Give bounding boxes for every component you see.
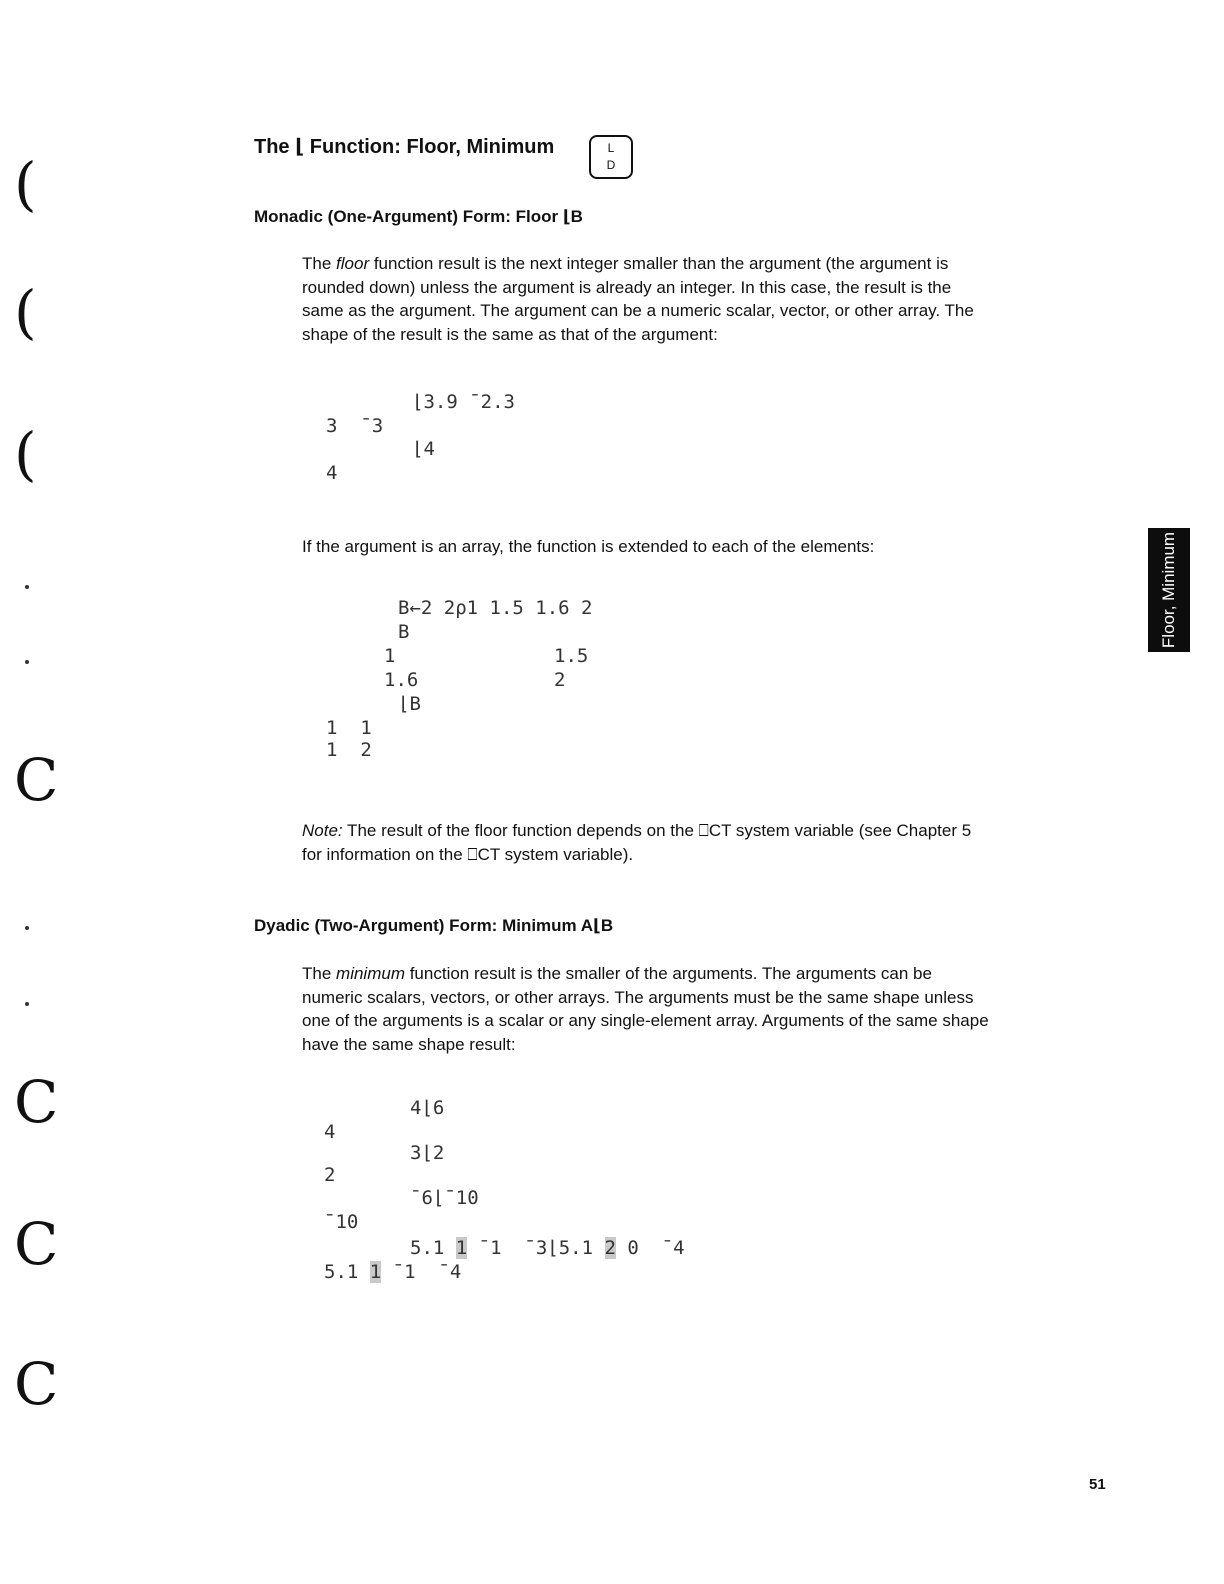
code-result: 4 xyxy=(324,1121,336,1143)
code-line: ⌊4 xyxy=(412,438,435,460)
monadic-heading: Monadic (One-Argument) Form: Floor ⌊B xyxy=(254,207,583,226)
dyadic-heading: Dyadic (Two-Argument) Form: Minimum A⌊B xyxy=(254,916,614,935)
keyboard-key-icon xyxy=(589,135,633,179)
binder-mark: ( xyxy=(14,420,37,488)
page-number: 51 xyxy=(1089,1476,1106,1493)
code-line: 5.1 1 ¯1 ¯3⌊5.1 2 0 ¯4 xyxy=(410,1237,685,1259)
key-bottom-label: D xyxy=(606,158,616,172)
margin-dot xyxy=(25,660,29,664)
code-line: B←2 2⍴1 1.5 1.6 2 xyxy=(398,597,593,619)
code-result: 1.6 xyxy=(384,669,419,691)
code-result: 1 2 xyxy=(326,739,372,761)
code-result: 1 xyxy=(384,645,396,667)
code-line: ¯6⌊¯10 xyxy=(410,1187,479,1209)
binder-mark: C xyxy=(14,1210,59,1278)
code-line: B xyxy=(398,621,410,643)
code-result: ¯10 xyxy=(324,1211,359,1233)
page-title: The ⌊ Function: Floor, Minimum xyxy=(254,136,555,158)
note: Note: The result of the floor function depends on the ⎕CT system variable (see Chapter 5 for information on the ⎕CT system variable). xyxy=(302,821,972,864)
monadic-paragraph: The floor function result is the next integer smaller than the argument (the argument is rounded down) unless the argument is already an integer. In this case, the result is the same as the argument. The argument can be a numeric scalar, vector, or other array. The shape of the result is the same as that of the argument: xyxy=(302,254,974,344)
code-result: 1.5 xyxy=(554,645,589,667)
dyadic-paragraph: The minimum function result is the smaller of the arguments. The arguments can be numeric scalars, vectors, or other arrays. The arguments must be the same shape unless one of the arguments is a scalar or any single-element array. Arguments of the same shape have the same shape result: xyxy=(302,964,989,1054)
section-tab xyxy=(1148,528,1190,652)
array-intro: If the argument is an array, the function is extended to each of the elements: xyxy=(302,537,875,556)
binder-mark: C xyxy=(14,1068,59,1136)
note-label: Note: xyxy=(302,821,343,840)
code-result: 1 1 xyxy=(326,717,372,739)
code-line: 4⌊6 xyxy=(410,1097,445,1119)
binder-mark: ( xyxy=(14,278,37,346)
code-line: ⌊B xyxy=(398,693,421,715)
section-tab-label: Floor, Minimum xyxy=(1159,531,1178,649)
margin-dot xyxy=(25,1002,29,1006)
code-result: 2 xyxy=(554,669,566,691)
binder-mark: C xyxy=(14,1350,59,1418)
code-result: 5.1 1 ¯1 ¯4 xyxy=(324,1261,462,1283)
binder-mark: ( xyxy=(14,150,37,218)
margin-dot xyxy=(25,585,29,589)
code-line: 3⌊2 xyxy=(410,1142,445,1164)
margin-dot xyxy=(25,926,29,930)
binder-mark: C xyxy=(14,746,59,814)
code-result: 3 ¯3 xyxy=(326,415,384,437)
code-result: 4 xyxy=(326,462,338,484)
code-result: 2 xyxy=(324,1164,336,1186)
key-top-label: L xyxy=(607,141,615,155)
code-line: ⌊3.9 ¯2.3 xyxy=(412,391,515,413)
